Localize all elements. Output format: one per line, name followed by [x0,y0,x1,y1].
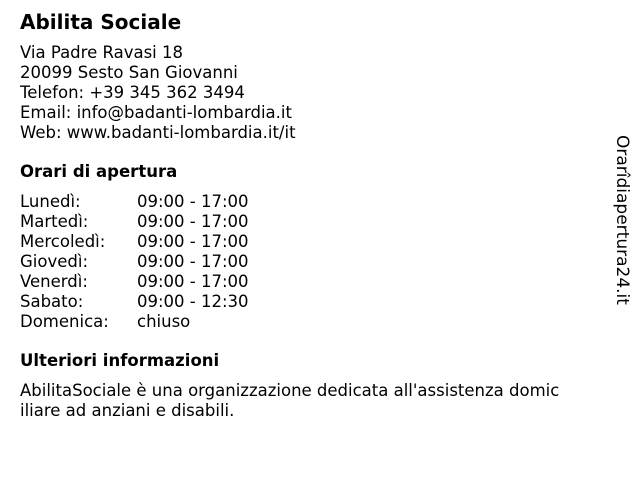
day-time: 09:00 - 17:00 [137,232,249,251]
site-watermark: Orarîdiapertura24.it [612,135,632,305]
day-time: 09:00 - 17:00 [137,212,249,231]
day-time: 09:00 - 17:00 [137,272,249,291]
day-time: 09:00 - 12:30 [137,292,249,311]
day-label: Martedì: [20,212,89,231]
day-time: chiuso [137,312,191,331]
address-line-1: Via Padre Ravasi 18 [20,43,183,62]
day-label: Domenica: [20,312,109,331]
description-line: AbilitaSociale è una organizzazione dedicata all'assistenza domic [20,381,560,400]
address-line-2: 20099 Sesto San Giovanni [20,63,238,82]
hours-row-monday [20,192,600,212]
day-time: 09:00 - 17:00 [137,252,249,271]
hours-row-saturday [20,292,600,312]
hours-row-friday [20,272,600,292]
business-name: Abilita Sociale [20,10,182,34]
hours-row-tuesday [20,212,600,232]
day-label: Lunedì: [20,192,81,211]
day-label: Mercoledì: [20,232,106,251]
hours-title: Orari di apertura [20,162,178,181]
web-text: Web: www.badanti-lombardia.it/it [20,123,296,142]
email-text: Email: info@badanti-lombardia.it [20,103,292,122]
hours-row-thursday [20,252,600,272]
info-description [20,381,600,421]
hours-list [20,192,600,332]
hours-row-sunday [20,312,600,332]
day-label: Sabato: [20,292,84,311]
day-label: Giovedì: [20,252,88,271]
day-label: Venerdì: [20,272,88,291]
hours-row-wednesday [20,232,600,252]
day-time: 09:00 - 17:00 [137,192,249,211]
phone-text: Telefon: +39 345 362 3494 [20,83,245,102]
description-line: iliare ad anziani e disabili. [20,401,235,420]
business-card [20,10,600,421]
info-title: Ulteriori informazioni [20,351,220,370]
